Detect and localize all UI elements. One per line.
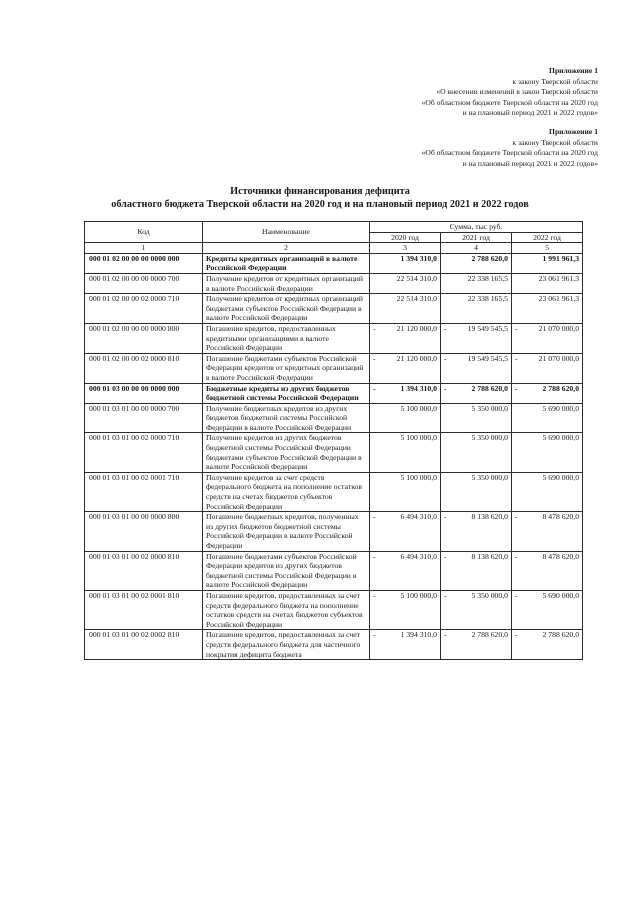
- table-row: [85, 403, 583, 433]
- row-value-2022: [512, 630, 583, 660]
- row-value-2020: [370, 590, 441, 629]
- header-code: Код: [85, 222, 203, 243]
- row-code: 000 01 02 00 00 02 0000 710: [85, 294, 203, 324]
- value-text: 8 138 620,0: [471, 551, 508, 561]
- value-text: 1 991 961,3: [542, 253, 580, 263]
- value-text: 2 788 620,0: [471, 630, 508, 640]
- value-text: 22 338 165,5: [467, 294, 508, 304]
- row-code: 000 01 03 01 00 02 0000 810: [85, 551, 203, 590]
- table-row: [85, 551, 583, 590]
- header-sum: Сумма, тыс руб.: [370, 222, 583, 233]
- value-text: 22 514 310,0: [396, 294, 437, 304]
- row-value-2022: [512, 383, 583, 403]
- column-number: 4: [441, 243, 512, 254]
- value-text: 22 338 165,5: [467, 273, 508, 283]
- value-text: 21 070 000,0: [538, 353, 580, 363]
- row-name: Погашение кредитов, предоставленных за счет средств федерального бюджета для частичного покрытия дефицита бюджета: [203, 630, 370, 660]
- row-value-2022: [512, 551, 583, 590]
- column-number: 1: [85, 243, 203, 254]
- minus-sign: -: [515, 630, 518, 640]
- row-name: Получение бюджетных кредитов из других бюджетов бюджетной системы Российской Федерации в валюте Российской Федерации: [203, 403, 370, 433]
- value-text: 23 061 961,3: [538, 273, 580, 283]
- minus-sign: -: [515, 512, 518, 522]
- row-value-2020: [370, 472, 441, 511]
- value-text: 5 690 000,0: [542, 472, 580, 482]
- row-code: 000 01 03 01 00 02 0002 810: [85, 630, 203, 660]
- header-year-2020: 2020 год: [370, 232, 441, 243]
- minus-sign: -: [444, 353, 447, 363]
- minus-sign: -: [515, 383, 518, 393]
- row-code: 000 01 03 01 00 00 0000 700: [85, 403, 203, 433]
- value-text: 23 061 961,3: [538, 294, 580, 304]
- row-name: Погашение бюджетами субъектов Российской Федерации кредитов из других бюджетов бюджетной системы Российской Федерации в валюте Российской Федерации: [203, 551, 370, 590]
- row-value-2020: [370, 630, 441, 660]
- annex-line: и на плановый период 2021 и 2022 годов»: [462, 158, 598, 168]
- row-value-2021: [441, 353, 512, 383]
- value-text: 1 394 310,0: [400, 383, 437, 393]
- table-row: [85, 512, 583, 551]
- minus-sign: -: [373, 353, 376, 363]
- financing-sources-table: [84, 221, 583, 660]
- table-row: [85, 273, 583, 293]
- row-value-2022: [512, 253, 583, 273]
- row-code: 000 01 02 00 00 00 0000 700: [85, 273, 203, 293]
- value-text: 5 350 000,0: [471, 472, 508, 482]
- minus-sign: -: [373, 323, 376, 333]
- row-name: Погашение бюджетами субъектов Российской Федерации кредитов от кредитных организаций в валюте Российской Федерации: [203, 353, 370, 383]
- row-name: Получение кредитов от кредитных организаций бюджетами субъектов Российской Федерации в валюте Российской Федерации: [203, 294, 370, 324]
- row-name: Получение кредитов от кредитных организаций в валюте Российской Федерации: [203, 273, 370, 293]
- table-row: [85, 253, 583, 273]
- row-value-2021: [441, 551, 512, 590]
- minus-sign: -: [515, 590, 518, 600]
- column-number: 3: [370, 243, 441, 254]
- value-text: 6 494 310,0: [400, 512, 437, 522]
- minus-sign: -: [373, 512, 376, 522]
- document-title: [0, 185, 640, 211]
- value-text: 5 100 000,0: [400, 590, 437, 600]
- minus-sign: -: [373, 551, 376, 561]
- value-text: 22 514 310,0: [396, 273, 437, 283]
- row-value-2020: [370, 383, 441, 403]
- row-name: Получение кредитов из других бюджетов бюджетной системы Российской Федерации бюджетами субъектов Российской Федерации в валюте Российской Федерации: [203, 433, 370, 472]
- annex-title: Приложение 1: [549, 66, 598, 75]
- row-value-2022: [512, 353, 583, 383]
- value-text: 5 350 000,0: [471, 433, 508, 443]
- row-name: Кредиты кредитных организаций в валюте Российской Федерации: [203, 253, 370, 273]
- header-year-2021: 2021 год: [441, 232, 512, 243]
- row-name: Бюджетные кредиты из других бюджетов бюджетной системы Российской Федерации: [203, 383, 370, 403]
- value-text: 8 478 620,0: [542, 512, 580, 522]
- table-row: [85, 294, 583, 324]
- column-number: 5: [512, 243, 583, 254]
- table-row: [85, 630, 583, 660]
- table-row: [85, 433, 583, 472]
- table-row: [85, 472, 583, 511]
- value-text: 21 120 000,0: [396, 323, 437, 333]
- value-text: 19 549 545,5: [467, 323, 508, 333]
- row-value-2022: [512, 512, 583, 551]
- row-value-2021: [441, 590, 512, 629]
- minus-sign: -: [373, 383, 376, 393]
- row-value-2020: [370, 512, 441, 551]
- row-code: 000 01 03 01 00 02 0001 710: [85, 472, 203, 511]
- minus-sign: -: [444, 512, 447, 522]
- value-text: 21 120 000,0: [396, 353, 437, 363]
- header-row: [85, 222, 583, 233]
- row-value-2022: [512, 294, 583, 324]
- row-name: Погашение кредитов, предоставленных за счет средств федерального бюджета на пополнение остатков средств на счетах бюджетов субъектов Российской Федерации: [203, 590, 370, 629]
- header-year-2022: 2022 год: [512, 232, 583, 243]
- row-value-2020: [370, 273, 441, 293]
- annex-title: Приложение 1: [549, 127, 598, 136]
- value-text: 8 478 620,0: [542, 551, 580, 561]
- row-value-2020: [370, 551, 441, 590]
- row-value-2020: [370, 253, 441, 273]
- value-text: 2 788 620,0: [471, 253, 508, 263]
- row-value-2020: [370, 433, 441, 472]
- table-row: [85, 383, 583, 403]
- row-value-2022: [512, 472, 583, 511]
- value-text: 5 100 000,0: [400, 433, 437, 443]
- value-text: 1 394 310,0: [400, 253, 437, 263]
- minus-sign: -: [373, 590, 376, 600]
- table-row: [85, 590, 583, 629]
- annex-line: «Об областном бюджете Тверской области на 2020 год: [421, 97, 598, 107]
- minus-sign: -: [515, 551, 518, 561]
- value-text: 5 350 000,0: [471, 403, 508, 413]
- value-text: 6 494 310,0: [400, 551, 437, 561]
- row-value-2021: [441, 273, 512, 293]
- row-code: 000 01 03 01 00 02 0001 810: [85, 590, 203, 629]
- value-text: 5 100 000,0: [400, 403, 437, 413]
- minus-sign: -: [444, 590, 447, 600]
- value-text: 5 690 000,0: [542, 403, 580, 413]
- title-line-2: областного бюджета Тверской области на 2020 год и на плановый период 2021 и 2022 годов: [111, 199, 529, 210]
- row-value-2022: [512, 323, 583, 353]
- header-name: Наименование: [203, 222, 370, 243]
- row-value-2020: [370, 323, 441, 353]
- table-row: [85, 353, 583, 383]
- row-value-2022: [512, 273, 583, 293]
- minus-sign: -: [444, 630, 447, 640]
- value-text: 2 788 620,0: [542, 383, 580, 393]
- row-value-2021: [441, 403, 512, 433]
- row-value-2020: [370, 403, 441, 433]
- row-value-2020: [370, 353, 441, 383]
- value-text: 5 690 000,0: [542, 433, 580, 443]
- annex-line: «Об областном бюджете Тверской области на 2020 год: [421, 148, 598, 158]
- row-value-2022: [512, 433, 583, 472]
- minus-sign: -: [444, 551, 447, 561]
- value-text: 19 549 545,5: [467, 353, 508, 363]
- row-code: 000 01 02 00 00 02 0000 810: [85, 353, 203, 383]
- column-numbers-row: [85, 243, 583, 254]
- value-text: 5 100 000,0: [400, 472, 437, 482]
- minus-sign: -: [515, 323, 518, 333]
- row-code: 000 01 02 00 00 00 0000 800: [85, 323, 203, 353]
- table-row: [85, 323, 583, 353]
- row-value-2021: [441, 630, 512, 660]
- row-value-2021: [441, 294, 512, 324]
- minus-sign: -: [444, 383, 447, 393]
- row-code: 000 01 03 00 00 00 0000 000: [85, 383, 203, 403]
- annex-line: к закону Тверской области: [512, 137, 598, 147]
- row-value-2020: [370, 294, 441, 324]
- value-text: 2 788 620,0: [471, 383, 508, 393]
- annex-block-1: [422, 66, 598, 119]
- annex-line: к закону Тверской области: [512, 76, 598, 86]
- value-text: 5 690 000,0: [542, 590, 580, 600]
- row-name: Получение кредитов за счет средств федерального бюджета на пополнение остатков средств на счетах бюджетов субъектов Российской Федерации: [203, 472, 370, 511]
- value-text: 5 350 000,0: [471, 590, 508, 600]
- row-value-2021: [441, 323, 512, 353]
- value-text: 21 070 000,0: [538, 323, 580, 333]
- row-code: 000 01 02 00 00 00 0000 000: [85, 253, 203, 273]
- row-name: Погашение кредитов, предоставленных кредитными организациями в валюте Российской Федерации: [203, 323, 370, 353]
- annex-block-2: [422, 127, 598, 169]
- row-value-2022: [512, 590, 583, 629]
- row-code: 000 01 03 01 00 00 0000 800: [85, 512, 203, 551]
- title-line-1: Источники финансирования дефицита: [230, 186, 410, 197]
- row-value-2022: [512, 403, 583, 433]
- row-value-2021: [441, 433, 512, 472]
- column-number: 2: [203, 243, 370, 254]
- row-value-2021: [441, 512, 512, 551]
- row-value-2021: [441, 253, 512, 273]
- row-value-2021: [441, 472, 512, 511]
- value-text: 8 138 620,0: [471, 512, 508, 522]
- row-code: 000 01 03 01 00 02 0000 710: [85, 433, 203, 472]
- row-name: Погашение бюджетных кредитов, полученных из других бюджетов бюджетной системы Российской Федерации в валюте Российской Федерации: [203, 512, 370, 551]
- minus-sign: -: [515, 353, 518, 363]
- minus-sign: -: [373, 630, 376, 640]
- row-value-2021: [441, 383, 512, 403]
- value-text: 2 788 620,0: [542, 630, 580, 640]
- annex-line: «О внесении изменений в закон Тверской области: [436, 87, 598, 97]
- minus-sign: -: [444, 323, 447, 333]
- value-text: 1 394 310,0: [400, 630, 437, 640]
- annex-line: и на плановый период 2021 и 2022 годов»: [462, 108, 598, 118]
